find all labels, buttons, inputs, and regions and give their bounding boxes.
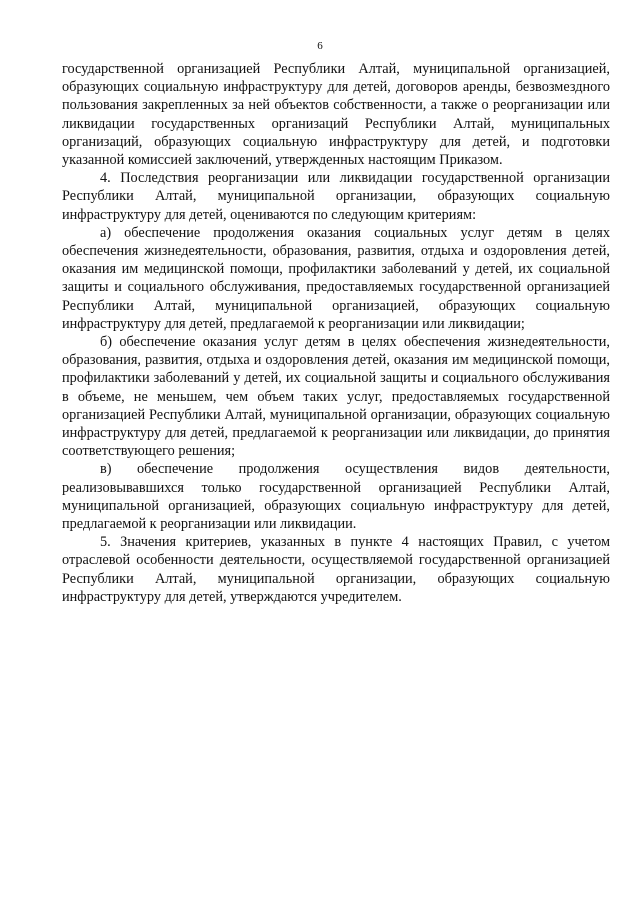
paragraph-item-5: 5. Значения критериев, указанных в пункте 4 настоящих Правил, с учетом отраслевой особенности деятельности, осуществляемой государственной организацией Республики Алтай, муниципальной организации, образующих социальную инфраструктуру для детей, утверждаются учредителем. (62, 534, 610, 605)
paragraph-subitem-a: а) обеспечение продолжения оказания социальных услуг детям в целях обеспечения жизнедеятельности, образования, развития, отдыха и оздоровления детей, оказания им медицинской помощи, профилактики заболеваний у детей, их социальной защиты и социального обслуживания, предоставляемых государственной организацией Республики Алтай, муниципальной организацией, образующих социальную инфраструктуру для детей, предлагаемой к реорганизации или ликвидации; (62, 224, 610, 332)
page-number: 6 (317, 40, 323, 52)
paragraph-item-4: 4. Последствия реорганизации или ликвидации государственной организации Республики Алтай, муниципальной организации, образующих социальную инфраструктуру для детей, оцениваются по следующим критериям: (62, 170, 610, 223)
document-body (62, 60, 610, 606)
paragraph-subitem-v: в) обеспечение продолжения осуществления видов деятельности, реализовывавшихся только государственной организацией Республики Алтай, муниципальной организацией, образующих социальную инфраструктуру для детей, предлагаемой к реорганизации или ликвидации. (62, 461, 610, 533)
paragraph-continuation: государственной организацией Республики Алтай, муниципальной организацией, образующих социальную инфраструктуру для детей, договоров аренды, безвозмездного пользования закрепленных за ней объектов собственности, а также о реорганизации или ликвидации государственных организаций Республики Алтай, муниципальных организаций, образующих социальную инфраструктуру для детей, и подготовки указанной комиссией заключений, утвержденных настоящим Приказом. (62, 61, 610, 169)
paragraph-subitem-b: б) обеспечение оказания услуг детям в целях обеспечения жизнедеятельности, образования, развития, отдыха и оздоровления детей, оказания им медицинской помощи, профилактики заболеваний у детей, их социальной защиты и социального обслуживания в объеме, не меньшем, чем объем таких услуг, предоставляемых государственной организацией Республики Алтай, муниципальной организации, образующих социальную инфраструктуру для детей, предлагаемой к реорганизации или ликвидации, до принятия соответствующего решения; (62, 334, 610, 460)
